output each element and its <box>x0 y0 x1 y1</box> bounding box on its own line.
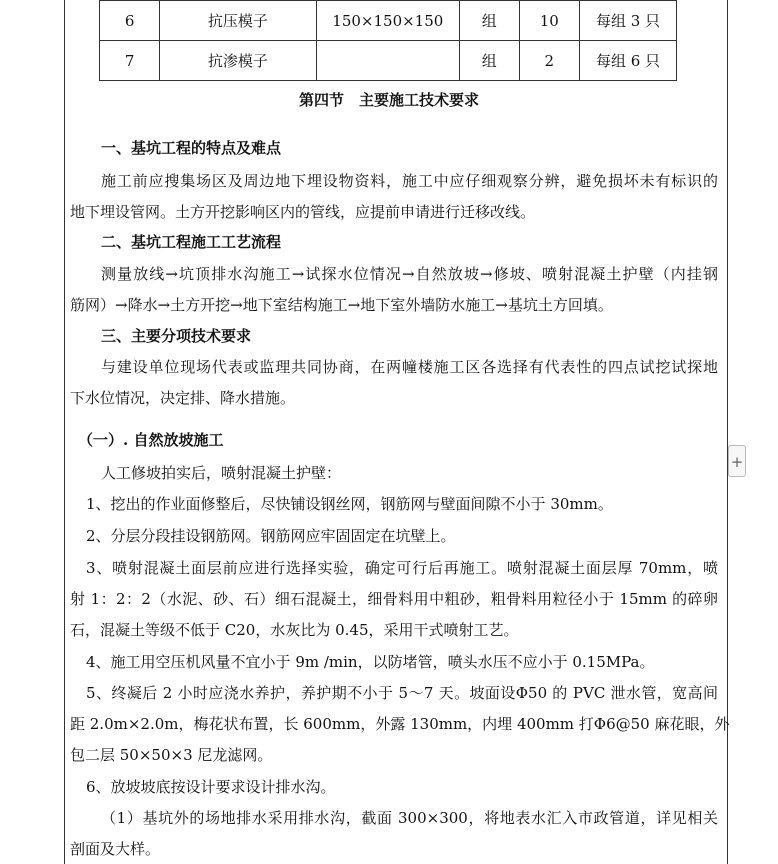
list-item: （1）基坑外的场地排水采用排水沟，截面 300×300，将地表水汇入市政管道，详见相关 <box>101 809 718 827</box>
list-item: 射 1：2：2（水泥、砂、石）细石混凝土，细骨料用中粗砂，粗骨料用粒径小于 15mm 的碎卵 <box>70 590 718 608</box>
list-item: 6、放坡坡底按设计要求设计排水沟。 <box>86 778 336 796</box>
item-name: 抗压模子 <box>160 1 316 41</box>
item-unit: 组 <box>460 1 519 41</box>
paragraph-line: 下水位情况，决定排、降水措施。 <box>70 389 296 407</box>
paragraph-line: 施工前应搜集场区及周边地下埋设物资料，施工中应仔细观察分辨，避免损坏未有标识的 <box>101 172 718 190</box>
list-item: 距 2.0m×2.0m，梅花状布置，长 600mm，外露 130mm，内埋 400mm 打Φ6@50 麻花眼，外 <box>70 715 730 733</box>
paragraph-line: 筋网）→降水→土方开挖→地下室结构施工→地下室外墙防水施工→基坑土方回填。 <box>70 296 613 314</box>
list-item: 1、挖出的作业面修整后，尽快铺设钢丝网，钢筋网与壁面间隙不小于 30mm。 <box>86 495 613 513</box>
table-row <box>100 41 677 81</box>
item-name: 抗渗模子 <box>160 41 316 81</box>
list-item: 3、喷射混凝土面层前应进行选择实验，确定可行后再施工。喷射混凝土面层厚 70mm，喷 <box>86 559 718 577</box>
row-number: 6 <box>100 1 160 41</box>
list-item: 2、分层分段挂设钢筋网。钢筋网应牢固固定在坑壁上。 <box>86 527 456 545</box>
table-row <box>100 1 677 41</box>
paragraph-line: 地下埋设管网。土方开挖影响区内的管线，应提前申请进行迁移改线。 <box>70 203 536 221</box>
item-note: 每组 3 只 <box>580 1 677 41</box>
list-item: 包二层 50×50×3 尼龙滤网。 <box>70 746 273 764</box>
item-qty: 2 <box>519 41 579 81</box>
item-note: 每组 6 只 <box>580 41 677 81</box>
list-item: 5、终凝后 2 小时应浇水养护，养护期不小于 5～7 天。坡面设Φ50 的 PVC 泄水管，宽高间 <box>86 684 718 702</box>
row-number: 7 <box>100 41 160 81</box>
materials-table <box>99 0 677 81</box>
paragraph-line: 测量放线→坑顶排水沟施工→试探水位情况→自然放坡→修坡、喷射混凝土护壁（内挂钢 <box>101 265 718 283</box>
heading-2: 二、基坑工程施工工艺流程 <box>101 233 282 251</box>
item-unit: 组 <box>460 41 519 81</box>
list-item: 石，混凝土等级不低于 C20，水灰比为 0.45，采用干式喷射工艺。 <box>70 621 519 639</box>
heading-1: 一、基坑工程的特点及难点 <box>101 139 282 157</box>
expand-plus-button[interactable]: + <box>728 445 746 477</box>
paragraph-line: 与建设单位现场代表或监理共同协商，在两幢楼施工区各选择有代表性的四点试挖试探地 <box>101 358 718 376</box>
heading-3: 三、主要分项技术要求 <box>101 327 252 345</box>
section-title: 第四节 主要施工技术要求 <box>298 91 479 109</box>
paragraph-line: 人工修坡拍实后，喷射混凝土护壁： <box>101 464 342 482</box>
item-spec <box>316 41 460 81</box>
item-spec: 150×150×150 <box>316 1 460 41</box>
list-item: 剖面及大样。 <box>70 840 161 858</box>
list-item: 4、施工用空压机风量不宜小于 9m /min，以防堵管，喷头水压不应小于 0.15MPa。 <box>86 653 655 671</box>
item-qty: 10 <box>519 1 579 41</box>
heading-4: （一）. 自然放坡施工 <box>78 431 224 449</box>
